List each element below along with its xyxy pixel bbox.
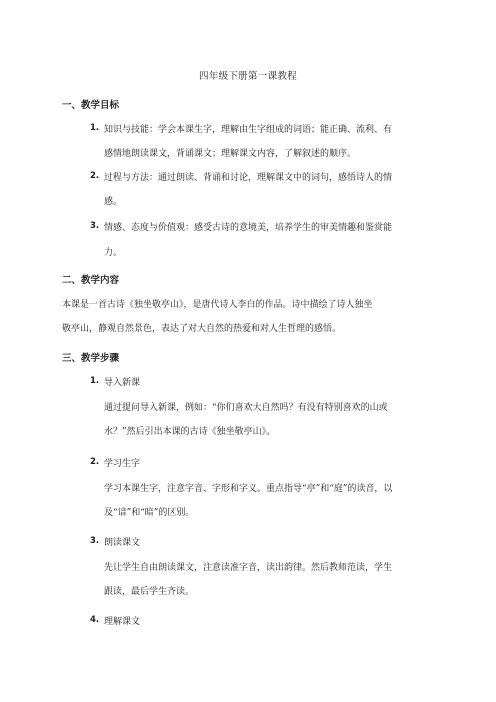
objective-text-line: 感情地朗读课文，背诵课文；理解课文内容，了解叙述的顺序。 (104, 149, 357, 159)
step-text-line: 水？”然后引出本课的古诗《独坐敬亭山》。 (104, 427, 276, 437)
objective-text-line: 感。 (104, 197, 123, 207)
content-paragraph-line: 敬亭山，静观自然景色，表达了对大自然的热爱和对人生哲理的感悟。 (62, 324, 342, 334)
content-paragraph-line: 本课是一首古诗《独坐敬亭山》，是唐代诗人李白的作品。诗中描绘了诗人独坐 (62, 300, 373, 310)
step-number: 1. (90, 376, 100, 386)
objective-number: 3. (90, 221, 100, 231)
document-title: 四年级下册第一课教程 (198, 71, 297, 82)
objective-text-line: 知识与技能：学会本课生字，理解由生字组成的词语；能正确、流利、有 (104, 125, 393, 135)
section-heading-objectives: 一、教学目标 (62, 100, 120, 111)
step-text-line: 及“谙”和“暗”的区别。 (104, 508, 195, 518)
objective-number: 2. (90, 171, 100, 181)
step-number: 2. (90, 457, 100, 467)
objective-text-line: 情感、态度与价值观：感受古诗的意境美，培养学生的审美情趣和鉴赏能 (104, 223, 393, 233)
step-text-line: 学习本课生字，注意字音、字形和字义。重点指导“亭”和“庭”的读音，以 (104, 484, 393, 494)
step-text-line: 跟读，最后学生齐读。 (104, 587, 195, 597)
objective-text-line: 力。 (104, 248, 123, 258)
step-text-line: 先让学生自由朗读课文，注意读准字音，读出韵律。然后教师范读，学生 (104, 563, 393, 573)
objective-number: 1. (90, 123, 100, 133)
step-text-line: 通过提问导入新课，例如：“你们喜欢大自然吗？有没有特别喜欢的山或 (104, 403, 388, 413)
step-number: 3. (90, 536, 100, 546)
step-label: 朗读课文 (104, 538, 141, 548)
step-label: 学习生字 (104, 459, 141, 469)
objective-text-line: 过程与方法：通过朗读、背诵和讨论，理解课文中的词句，感悟诗人的情 (104, 173, 393, 183)
section-heading-content: 二、教学内容 (62, 275, 120, 286)
step-label: 理解课文 (104, 617, 141, 627)
section-heading-steps: 三、教学步骤 (62, 353, 120, 364)
step-number: 4. (90, 615, 100, 625)
step-label: 导入新课 (104, 378, 141, 388)
